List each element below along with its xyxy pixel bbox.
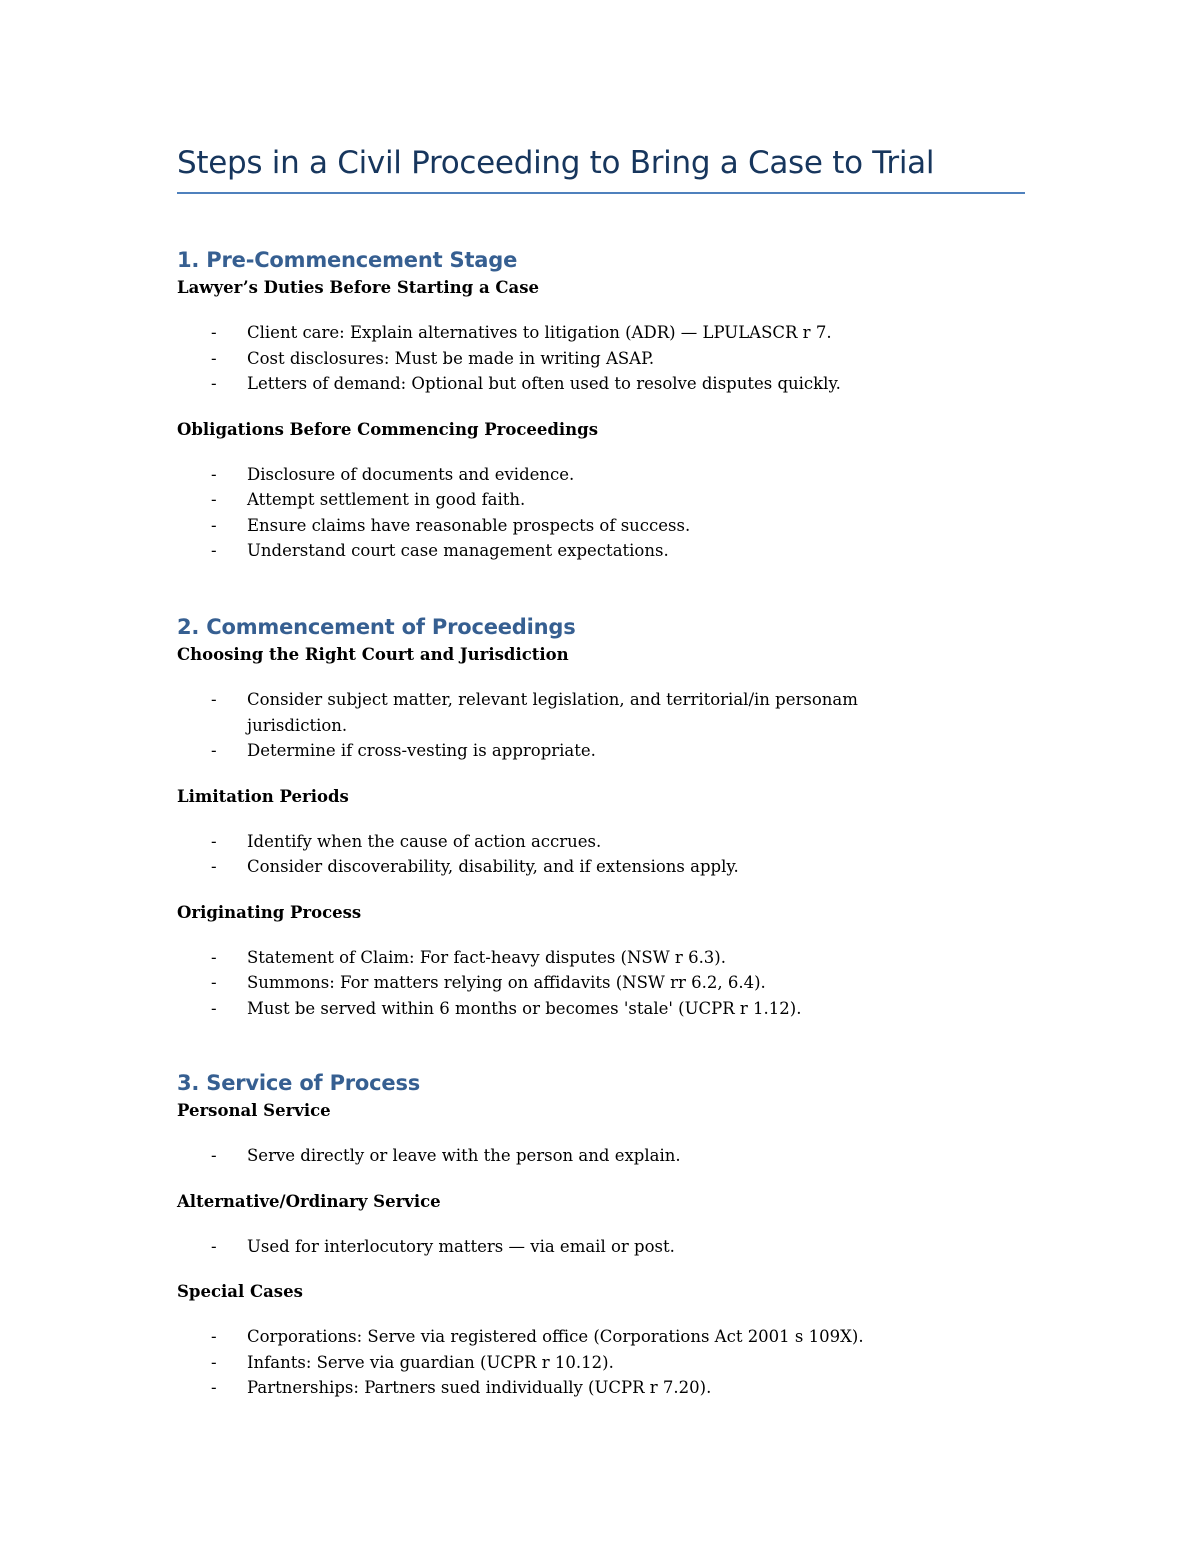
bullet-list bbox=[177, 1324, 1025, 1401]
section-service bbox=[177, 1068, 1025, 1401]
list-item: - Understand court case management expectations. bbox=[177, 538, 927, 564]
subsection-heading: Obligations Before Commencing Proceedings bbox=[177, 419, 598, 439]
dash-bullet-icon: - bbox=[211, 741, 217, 760]
section-heading: 2. Commencement of Proceedings bbox=[177, 615, 576, 639]
section-heading: 3. Service of Process bbox=[177, 1071, 421, 1095]
list-item: - Serve directly or leave with the person and explain. bbox=[177, 1143, 927, 1169]
bullet-list bbox=[177, 320, 1025, 397]
bullet-list bbox=[177, 945, 1025, 1022]
dash-bullet-icon: - bbox=[211, 515, 217, 535]
document-title: Steps in a Civil Proceeding to Bring a Case to Trial bbox=[177, 145, 935, 181]
list-item: - Consider discoverability, disability, and if extensions apply. bbox=[177, 854, 927, 880]
dash-bullet-icon: - bbox=[211, 1146, 217, 1165]
section-commencement bbox=[177, 612, 1025, 1021]
list-item: - Partnerships: Partners sued individually (UCPR r 7.20). bbox=[177, 1375, 927, 1401]
list-item: - Used for interlocutory matters — via email or post. bbox=[177, 1234, 927, 1260]
bullet-list bbox=[177, 462, 1025, 564]
list-item: - Attempt settlement in good faith. bbox=[177, 487, 927, 513]
list-item: - Consider subject matter, relevant legislation, and territorial/in personam jurisdiction. bbox=[177, 687, 927, 738]
title-underline bbox=[177, 192, 1025, 194]
dash-bullet-icon: - bbox=[211, 690, 217, 709]
dash-bullet-icon: - bbox=[211, 947, 217, 967]
list-item: - Statement of Claim: For fact-heavy disputes (NSW r 6.3). bbox=[177, 945, 927, 971]
dash-bullet-icon: - bbox=[211, 857, 217, 876]
dash-bullet-icon: - bbox=[211, 490, 217, 509]
list-item: - Client care: Explain alternatives to litigation (ADR) — LPULASCR r 7. bbox=[177, 320, 927, 346]
list-item: - Ensure claims have reasonable prospects of success. bbox=[177, 513, 927, 539]
list-item: - Summons: For matters relying on affidavits (NSW rr 6.2, 6.4). bbox=[177, 970, 927, 996]
bullet-list bbox=[177, 1143, 1025, 1169]
dash-bullet-icon: - bbox=[211, 1327, 217, 1346]
dash-bullet-icon: - bbox=[211, 323, 217, 342]
list-item: - Disclosure of documents and evidence. bbox=[177, 462, 927, 488]
list-item: - Infants: Serve via guardian (UCPR r 10.12). bbox=[177, 1350, 927, 1376]
dash-bullet-icon: - bbox=[211, 998, 217, 1018]
section-pre-commencement bbox=[177, 245, 1025, 564]
list-item: - Corporations: Serve via registered office (Corporations Act 2001 s 109X). bbox=[177, 1324, 927, 1350]
dash-bullet-icon: - bbox=[211, 541, 217, 560]
dash-bullet-icon: - bbox=[211, 973, 217, 992]
subsection-heading: Lawyer’s Duties Before Starting a Case bbox=[177, 278, 540, 297]
dash-bullet-icon: - bbox=[211, 348, 217, 368]
list-item: - Identify when the cause of action accrues. bbox=[177, 829, 927, 855]
subsection-heading: Personal Service bbox=[177, 1101, 331, 1120]
bullet-list bbox=[177, 687, 1025, 764]
dash-bullet-icon: - bbox=[211, 831, 217, 851]
dash-bullet-icon: - bbox=[211, 1378, 217, 1397]
list-item: - Must be served within 6 months or becomes 'stale' (UCPR r 1.12). bbox=[177, 996, 927, 1022]
list-item: - Cost disclosures: Must be made in writing ASAP. bbox=[177, 346, 927, 372]
subsection-heading: Special Cases bbox=[177, 1282, 303, 1301]
subsection-heading: Limitation Periods bbox=[177, 786, 349, 806]
dash-bullet-icon: - bbox=[211, 1236, 217, 1256]
subsection-heading: Alternative/Ordinary Service bbox=[177, 1191, 441, 1211]
bullet-list bbox=[177, 1234, 1025, 1260]
subsection-heading: Originating Process bbox=[177, 902, 362, 922]
section-heading: 1. Pre-Commencement Stage bbox=[177, 248, 518, 272]
subsection-heading: Choosing the Right Court and Jurisdiction bbox=[177, 645, 569, 664]
bullet-list bbox=[177, 829, 1025, 880]
dash-bullet-icon: - bbox=[211, 464, 217, 484]
list-item: - Letters of demand: Optional but often used to resolve disputes quickly. bbox=[177, 371, 927, 397]
dash-bullet-icon: - bbox=[211, 374, 217, 393]
list-item: - Determine if cross-vesting is appropriate. bbox=[177, 738, 927, 764]
dash-bullet-icon: - bbox=[211, 1352, 217, 1372]
